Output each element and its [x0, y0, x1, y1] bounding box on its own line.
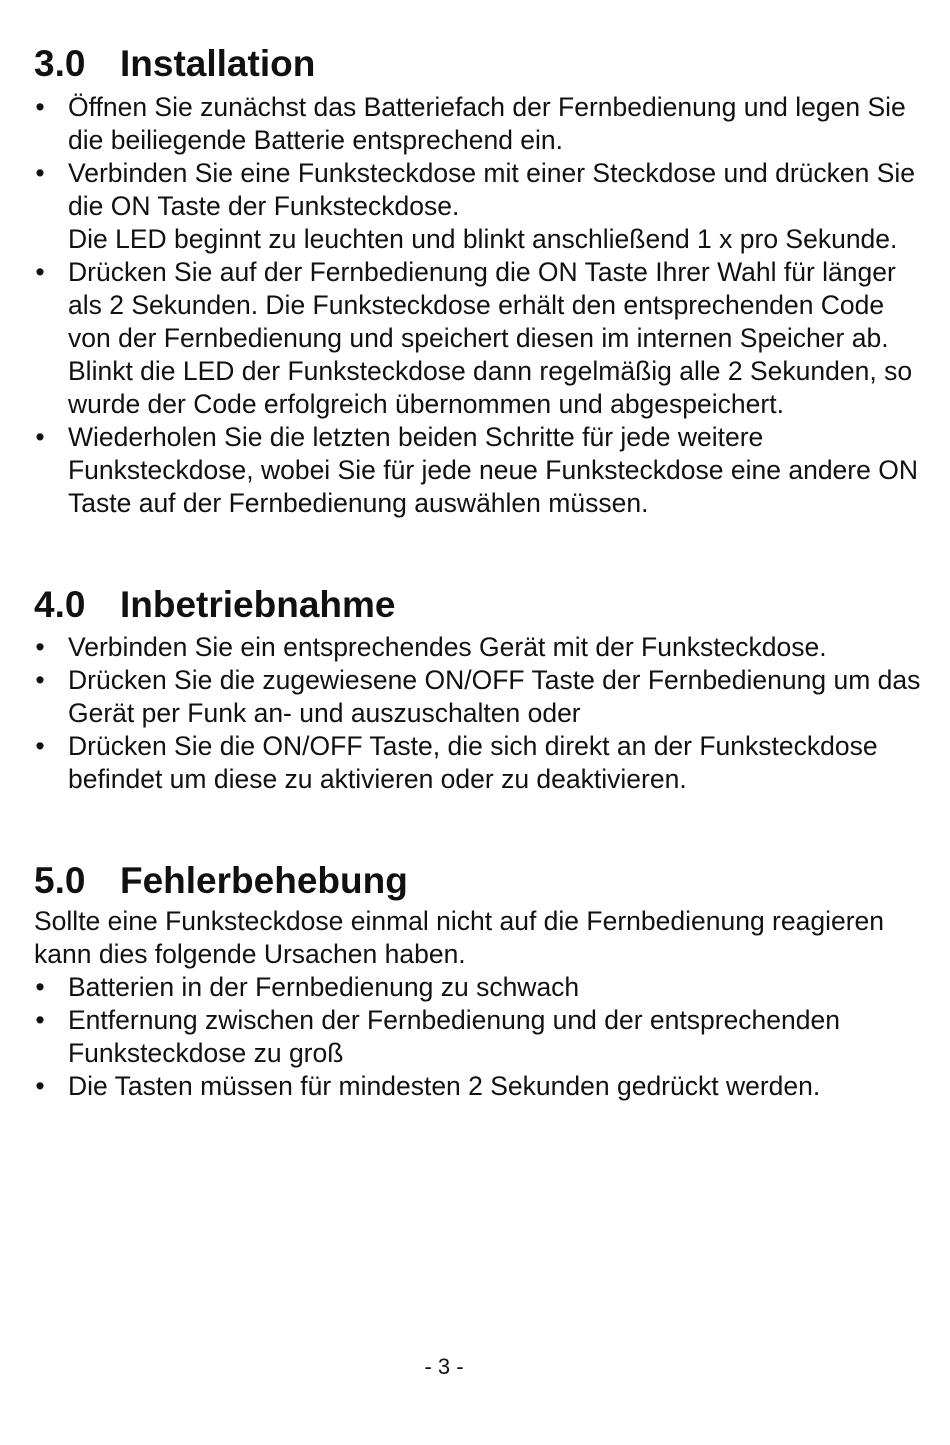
- list-item-text: Batterien in der Fernbedienung zu schwach: [68, 972, 580, 1002]
- section-installation: [34, 40, 924, 520]
- list-item: [34, 157, 924, 256]
- bullet-icon: •: [35, 632, 45, 662]
- list-item-text: Wiederholen Sie die letzten beiden Schritte für jede weitere Funksteckdose, wobei Sie für jede neue Funksteckdose eine andere ON Taste auf der Fernbedienung auswählen müssen.: [68, 422, 918, 518]
- list-item-text: Öffnen Sie zunächst das Batteriefach der Fernbedienung und legen Sie die beiliegende Batterie entsprechend ein.: [68, 92, 906, 155]
- list-item: [34, 1004, 924, 1070]
- list-item: [34, 421, 924, 520]
- list-item-text: Die LED beginnt zu leuchten und blinkt anschließend 1 x pro Sekunde.: [68, 224, 898, 254]
- bullet-icon: •: [35, 731, 45, 761]
- bullet-icon: •: [35, 422, 45, 452]
- bullet-icon: •: [35, 972, 45, 1002]
- list-item: [34, 664, 924, 730]
- list-item-text: Drücken Sie auf der Fernbedienung die ON Taste Ihrer Wahl für länger als 2 Sekunden. Die Funksteckdose erhält den entsprechenden Code von der Fernbedienung und speichert diesen im internen Speicher ab.: [68, 257, 896, 353]
- document-page: [34, 40, 924, 1103]
- list-item: [34, 971, 924, 1004]
- section-title: Fehlerbehebung: [120, 860, 408, 901]
- section-title: Inbetriebnahme: [120, 584, 396, 625]
- list-item-text: Drücken Sie die zugewiesene ON/OFF Taste der Fernbedienung um das Gerät per Funk an- und auszuschalten oder: [68, 665, 921, 728]
- list-item-text: Drücken Sie die ON/OFF Taste, die sich direkt an der Funksteckdose befindet um diese zu aktivieren oder zu deaktivieren.: [68, 731, 878, 794]
- section-inbetriebnahme: [34, 581, 924, 796]
- bullet-icon: •: [35, 92, 45, 122]
- section-heading: [34, 40, 924, 88]
- list-item: [34, 730, 924, 796]
- bullet-list: [34, 91, 924, 520]
- list-item: [34, 91, 924, 157]
- bullet-list: [34, 971, 924, 1103]
- list-item: [34, 631, 924, 664]
- bullet-icon: •: [35, 158, 45, 188]
- list-item-text: Die Tasten müssen für mindesten 2 Sekunden gedrückt werden.: [68, 1071, 821, 1101]
- bullet-icon: •: [35, 1071, 45, 1101]
- section-number: 3.0: [34, 43, 86, 84]
- bullet-list: [34, 631, 924, 796]
- bullet-icon: •: [35, 257, 45, 287]
- section-intro: Sollte eine Funksteckdose einmal nicht auf die Fernbedienung reagieren kann dies folgende Ursachen haben.: [34, 906, 885, 969]
- section-number: 4.0: [34, 584, 86, 625]
- list-item-text: Blinkt die LED der Funksteckdose dann regelmäßig alle 2 Sekunden, so wurde der Code erfolgreich übernommen und abgespeichert.: [68, 356, 913, 419]
- section-heading: [34, 581, 924, 629]
- list-item: [34, 256, 924, 421]
- section-fehlerbehebung: [34, 857, 924, 1103]
- section-title: Installation: [120, 43, 316, 84]
- list-item: [34, 1070, 924, 1103]
- page-number: - 3 -: [424, 1354, 464, 1379]
- bullet-icon: •: [35, 665, 45, 695]
- list-item-text: Verbinden Sie ein entsprechendes Gerät mit der Funksteckdose.: [68, 632, 827, 662]
- list-item-text: Verbinden Sie eine Funksteckdose mit einer Steckdose und drücken Sie die ON Taste der Funksteckdose.: [68, 158, 916, 221]
- bullet-icon: •: [35, 1005, 45, 1035]
- section-number: 5.0: [34, 860, 86, 901]
- section-heading: [34, 857, 924, 905]
- list-item-text: Entfernung zwischen der Fernbedienung und der entsprechenden Funksteckdose zu groß: [68, 1005, 840, 1068]
